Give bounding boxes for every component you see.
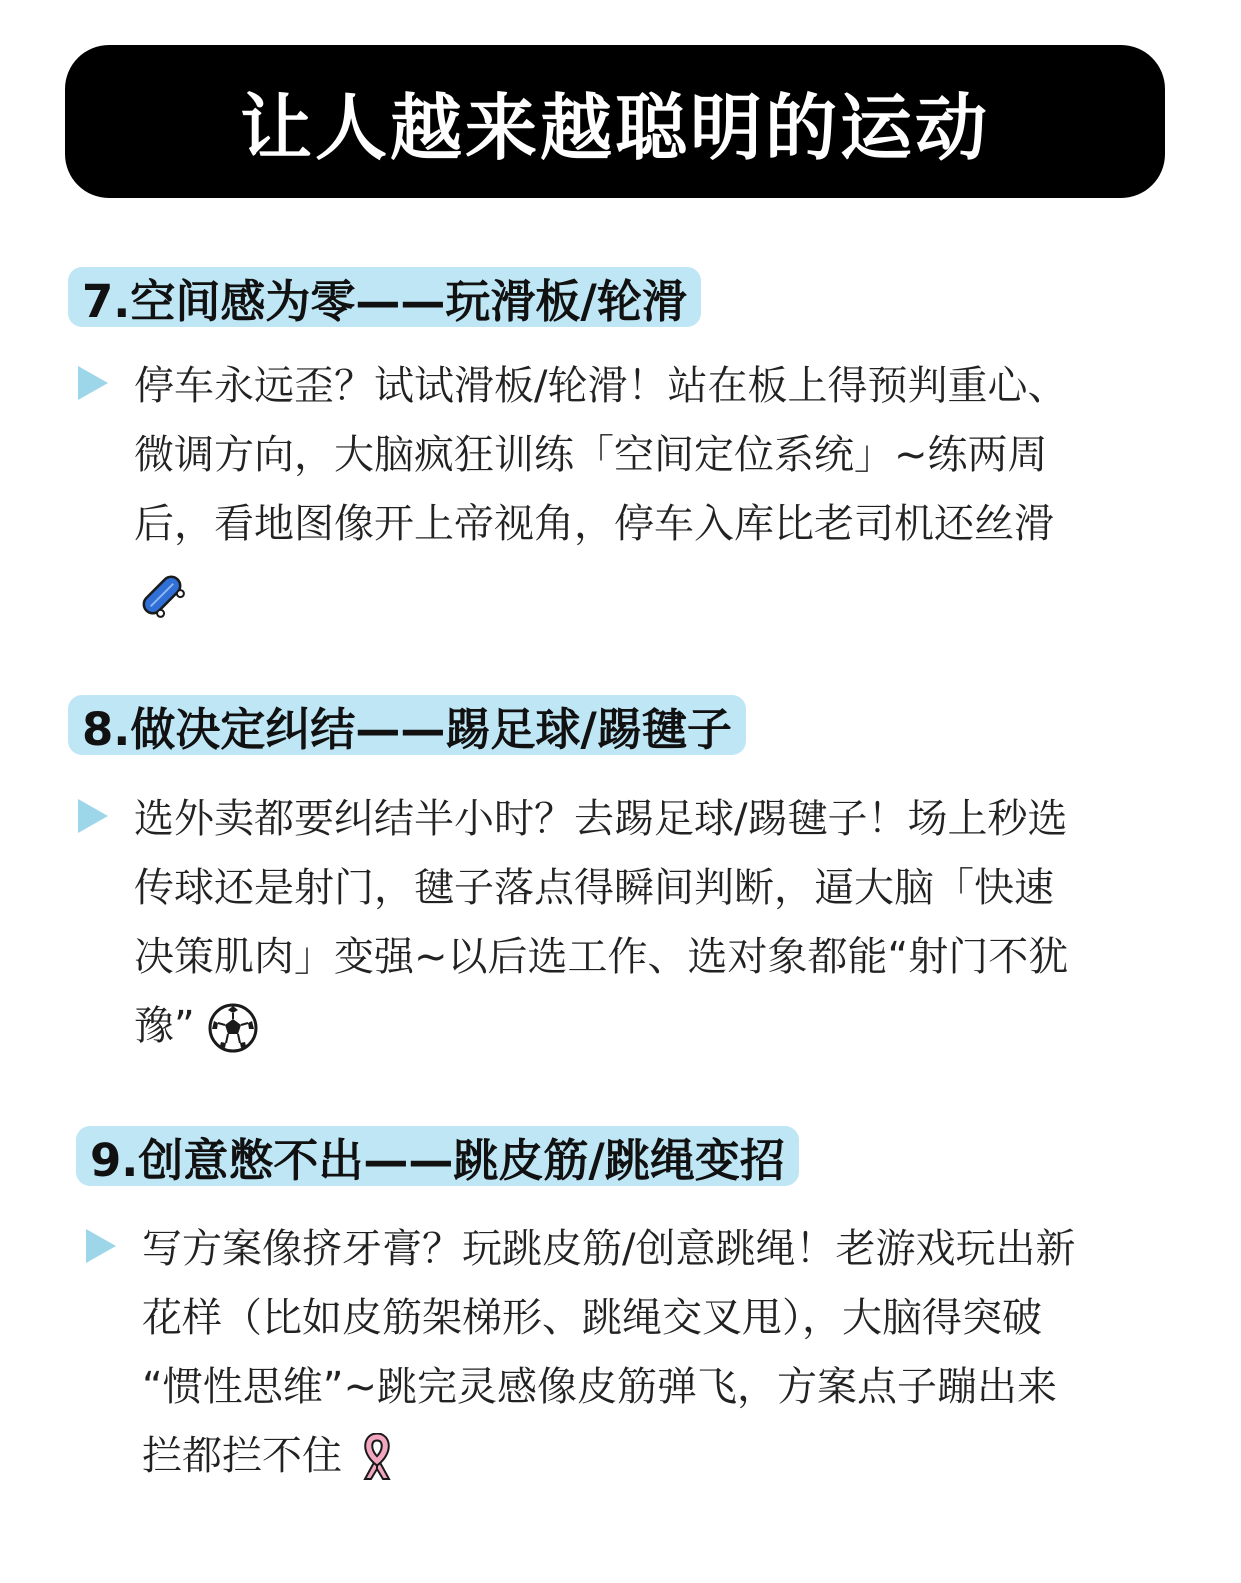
- paragraph-line: 决策肌肉」变强~以后选工作、选对象都能“射门不犹: [134, 934, 1069, 980]
- paragraph-line: 拦都拦不住: [142, 1433, 342, 1479]
- bullet-triangle-icon: [78, 366, 108, 400]
- paragraph-line: 后，看地图像开上帝视角，停车入库比老司机还丝滑: [134, 501, 1054, 547]
- section-9-heading: [76, 1126, 799, 1186]
- section-8-paragraph: [134, 785, 1068, 1061]
- paragraph-line: “惯性思维”~跳完灵感像皮筋弹飞，方案点子蹦出来: [142, 1364, 1057, 1410]
- paragraph-line: 写方案像挤牙膏？玩跳皮筋/创意跳绳！老游戏玩出新: [142, 1226, 1076, 1272]
- bullet-triangle-icon: [86, 1229, 116, 1263]
- ribbon-icon: [355, 1433, 399, 1483]
- paragraph-line: 选外卖都要纠结半小时？去踢足球/踢毽子！场上秒选: [134, 796, 1068, 842]
- section-9-heading-text: 9.创意憋不出——跳皮筋/跳绳变招: [90, 1133, 785, 1187]
- section-9-paragraph: [142, 1215, 1075, 1491]
- paragraph-line: 豫”: [134, 1003, 195, 1049]
- section-7-paragraph: [134, 352, 1067, 628]
- soccer-ball-icon: [207, 1002, 259, 1054]
- paragraph-line: 花样（比如皮筋架梯形、跳绳交叉甩），大脑得突破: [142, 1295, 1042, 1341]
- section-7-heading-text: 7.空间感为零——玩滑板/轮滑: [82, 274, 687, 328]
- skateboard-icon: [134, 567, 190, 623]
- page-title: 让人越来越聪明的运动: [239, 85, 990, 170]
- paragraph-line: 微调方向，大脑疯狂训练「空间定位系统」~练两周: [134, 432, 1048, 478]
- title-banner: [65, 45, 1165, 198]
- paragraph-line: 停车永远歪？试试滑板/轮滑！站在板上得预判重心、: [134, 363, 1068, 409]
- paragraph-line: 传球还是射门，毽子落点得瞬间判断，逼大脑「快速: [134, 865, 1054, 911]
- section-8-heading-text: 8.做决定纠结——踢足球/踢毽子: [82, 702, 732, 756]
- section-8-heading: [68, 695, 746, 755]
- section-7-heading: [68, 267, 701, 327]
- bullet-triangle-icon: [78, 799, 108, 833]
